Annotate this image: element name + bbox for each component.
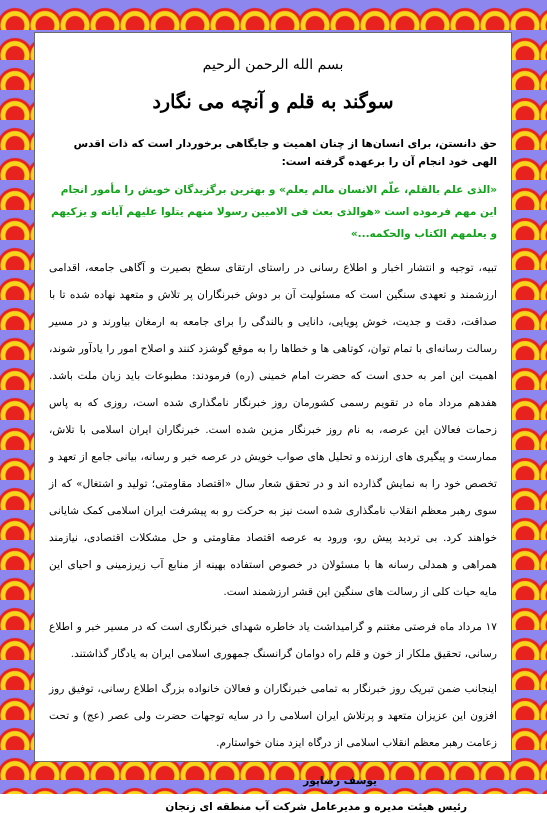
body-paragraph: اینجانب ضمن تبریک روز خبرنگار به تمامی خبرنگاران و فعالان خانواده بزرگ اطلاع رسانی، توفیق روز افزون این عزیزان متعهد و پرتلاش ایران اسلامی را در سایه توجهات حضرت ولی عصر (عج) و تحت زعامت رهبر معظم انقلاب اسلامی از درگاه ایزد منان خواستارم. (49, 683, 497, 749)
letter-page (34, 32, 512, 813)
intro-text: حق دانستن، برای انسان‌ها از چنان اهمیت و جایگاهی برخوردار است که ذات اقدس الهی خود انجام آن را برعهده گرفته است: (73, 138, 497, 168)
quran-verse: «الذی علم بالقلم، علّم الانسان مالم یعلم» و بهترین برگزیدگان خویش را مأمور انجام این مهم فرموده است «هوالذی بعث فی الامیین رسولا منهم یتلوا علیهم آیاته و یزکیهم و یعلمهم الکتاب والحکمه...» (51, 184, 497, 240)
signature-title: رئیس هیئت مدیره و مدیرعامل شرکت آب منطقه ای زنجان (165, 801, 467, 813)
body-paragraph: تبیه، توجیه و انتشار اخبار و اطلاع رسانی در راستای ارتقای سطح بصیرت و آگاهی جامعه، اقدامی ارزشمند و تعهدی سنگین است که مسئولیت آن بر دوش خبرنگاران پر تلاش و متعهد نهاده شده تا با صداقت، دقت و جدیت، خوش پویایی، دانایی و بالندگی را برای جامعه به ارمغان بیاورند و در مسیر رسالت رسانه‌ای با تمام توان، کوتاهی ها و خطاها را به موقع گوشزد کنند و اصلاح امور را یادآور شوند، اهمیت این امر به حدی است که حضرت امام خمینی (ره) فرمودند: مطبوعات باید زبان ملت باشد. هفدهم مرداد ماه در تقویم رسمی کشورمان روز خبرنگار نامگذاری شده است، روزی که به پاس زحمات فعالان این عرصه، به نام روز خبرنگار مزین شده است. خبرنگاران ایران اسلامی با تلاش، ممارست و پیگیری های ارزنده و تحلیل های صواب خویش در عرصه خبر و رسانه، بیانی جامع از تعهد و تخصص خود را به نمایش گذارده اند و در تحقق شعار سال «اقتصاد مقاومتی؛ تولید و اشتغال» که از سوی رهبر معظم انقلاب نامگذاری شده است نیز به حرکت رو به پیشرفت ایران اسلامی کمک شایانی خواهند کرد. بی تردید پیش رو، ورود به عرصه اقتصاد مقاومتی و حل مشکلات اقتصادی، نیازمند همراهی و همدلی رسانه ها با مسئولان در خصوص استفاده بهینه از منابع آب زیرزمینی و احیای این مایه حیات کلی از رسالت های سنگین این قشر ارزشمند است. (49, 262, 497, 598)
bismillah-heading: بسم الله الرحمن الرحیم (202, 57, 344, 73)
signature-name: یوسف رضاپور (303, 775, 377, 787)
body-paragraph: ۱۷ مرداد ماه فرصتی مغتنم و گرامیداشت یاد خاطره شهدای خبرنگاری است که در مسیر خبر و اطلاع رسانی، تحقیق ملکار از خون و قلم راه دوامان گرانسنگ جمهوری اسلامی ایران به یادگار گذاشتند. (49, 621, 497, 660)
page-title: سوگند به قلم و آنچه می نگارد (152, 91, 394, 113)
